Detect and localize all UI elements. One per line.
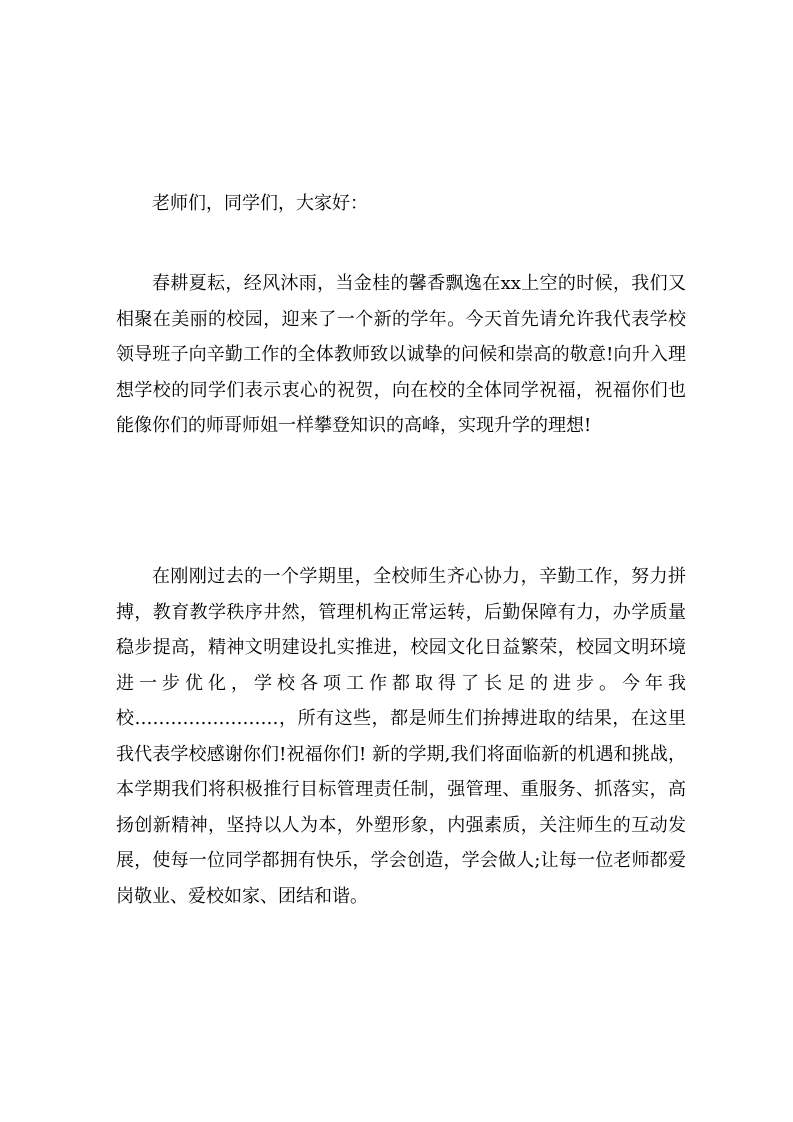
greeting-line: 老师们，同学们，大家好： — [152, 193, 368, 214]
paragraph-review: 在刚刚过去的一个学期里，全校师生齐心协力，辛勤工作，努力拼搏，教育教学秩序井然，管理机构正常运转，后勤保障有力，办学质量稳步提高，精神文明建设扎实推进，校园文化日益繁荣，校园文明环境进一步优化，学校各项工作都取得了长足的进步。今年我校……………………，所有这些，都是师生们拚搏进取的结果，在这里我代表学校感谢你们!祝福你们! 新的学期,我们将面临新的机遇和挑战，本学期我们将积极推行目标管理责任制，强管理、重服务、抓落实，高扬创新精神，坚持以人为本，外塑形象，内强素质，关注师生的互动发展，使每一位同学都拥有快乐，学会创造，学会做人;让每一位老师都爱岗敬业、爱校如家、团结和谐。 — [116, 566, 686, 907]
paragraph-opening: 春耕夏耘，经风沐雨，当金桂的馨香飘逸在xx上空的时候，我们又相聚在美丽的校园，迎来了一个新的学年。今天首先请允许我代表学校领导班子向辛勤工作的全体教师致以诚挚的问候和崇高的敬意!向升入理想学校的同学们表示衷心的祝贺，向在校的全体同学祝福，祝福你们也能像你们的师哥师姐一样攀登知识的高峰，实现升学的理想! — [116, 273, 686, 436]
